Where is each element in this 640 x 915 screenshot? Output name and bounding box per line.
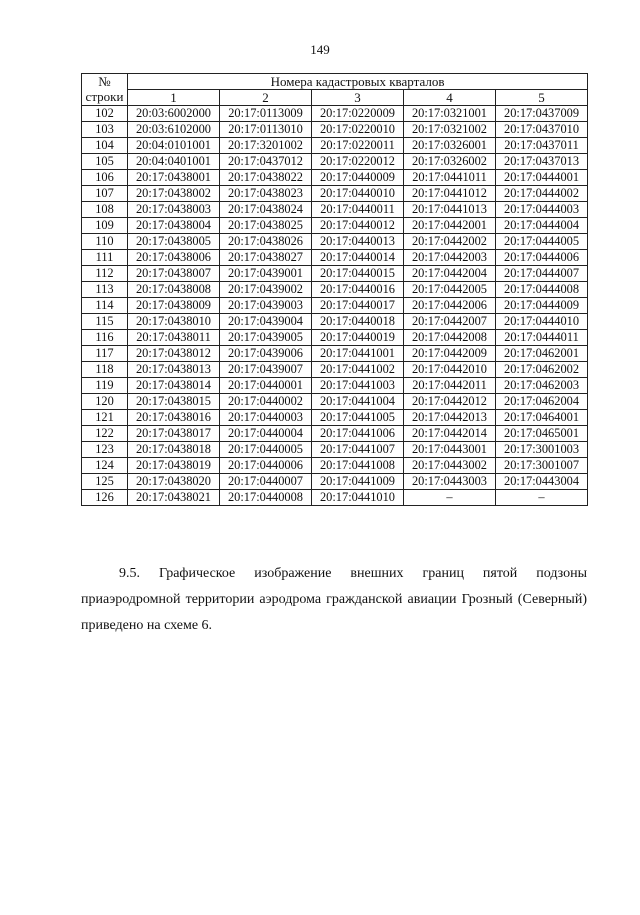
cadastral-number-cell: 20:17:0444009 [496,298,588,314]
cadastral-number-cell: 20:17:0438003 [128,202,220,218]
cadastral-number-cell: 20:17:0440001 [220,378,312,394]
cadastral-number-cell: 20:17:0442008 [404,330,496,346]
cadastral-number-cell: 20:17:0437010 [496,122,588,138]
cadastral-number-cell: 20:17:0441013 [404,202,496,218]
cadastral-number-cell: 20:17:0438007 [128,266,220,282]
cadastral-number-cell: 20:17:0440018 [312,314,404,330]
cadastral-number-cell: 20:17:0441008 [312,458,404,474]
cadastral-number-cell: 20:17:0462003 [496,378,588,394]
cadastral-number-cell: 20:17:0438013 [128,362,220,378]
cadastral-number-cell: 20:17:0444011 [496,330,588,346]
table-row [82,394,588,410]
table-row [82,170,588,186]
column-number-row [82,90,588,106]
cadastral-number-cell: 20:17:0440006 [220,458,312,474]
cadastral-number-cell: 20:17:0442013 [404,410,496,426]
cadastral-number-cell: 20:17:0438011 [128,330,220,346]
cadastral-number-cell: 20:17:0442005 [404,282,496,298]
table-row [82,298,588,314]
cadastral-number-cell: 20:17:0113009 [220,106,312,122]
cadastral-number-cell: 20:17:0437012 [220,154,312,170]
row-number-cell: 108 [82,202,128,218]
row-number-cell: 107 [82,186,128,202]
cadastral-number-cell: 20:17:0443001 [404,442,496,458]
row-number-cell: 121 [82,410,128,426]
cadastral-number-cell: 20:17:0440014 [312,250,404,266]
cadastral-number-cell: 20:17:0220010 [312,122,404,138]
cadastral-number-cell: 20:17:0438005 [128,234,220,250]
row-number-cell: 126 [82,490,128,506]
table-row [82,458,588,474]
cadastral-number-cell: 20:17:3201002 [220,138,312,154]
cadastral-number-cell: 20:17:0438001 [128,170,220,186]
table-row [82,330,588,346]
table-row [82,474,588,490]
cadastral-number-cell: 20:17:0441005 [312,410,404,426]
cadastral-number-cell: 20:17:0438012 [128,346,220,362]
cadastral-number-cell: 20:17:0441012 [404,186,496,202]
cadastral-number-cell: 20:17:0439005 [220,330,312,346]
cadastral-number-cell: 20:17:0442001 [404,218,496,234]
paragraph-rest: приаэродромной территории аэродрома гражданской авиации Грозный (Северный) приведено на схеме 6. [81,592,587,633]
cadastral-number-cell: 20:17:0462004 [496,394,588,410]
cadastral-number-cell: 20:17:0438027 [220,250,312,266]
cadastral-number-cell: 20:17:0442012 [404,394,496,410]
cadastral-number-cell: 20:17:0438004 [128,218,220,234]
cadastral-number-cell: 20:17:0113010 [220,122,312,138]
column-header: 5 [496,90,588,106]
cadastral-number-cell: 20:17:0442003 [404,250,496,266]
cadastral-number-cell: 20:17:0442011 [404,378,496,394]
cadastral-number-cell: 20:17:0444005 [496,234,588,250]
row-number-cell: 113 [82,282,128,298]
cadastral-number-cell: 20:17:0438018 [128,442,220,458]
row-number-cell: 104 [82,138,128,154]
cadastral-number-cell: 20:17:0440003 [220,410,312,426]
cadastral-number-cell: 20:17:0444004 [496,218,588,234]
cadastral-number-cell: 20:17:0440012 [312,218,404,234]
cadastral-number-cell: 20:17:0438022 [220,170,312,186]
cadastral-number-cell: 20:17:0220011 [312,138,404,154]
cadastral-number-cell: 20:17:0438024 [220,202,312,218]
cadastral-number-cell: 20:17:0465001 [496,426,588,442]
cadastral-number-cell: 20:17:0438020 [128,474,220,490]
cadastral-number-cell: 20:17:0438002 [128,186,220,202]
cadastral-number-cell: 20:17:0441010 [312,490,404,506]
cadastral-number-cell: 20:17:0437011 [496,138,588,154]
row-number-cell: 112 [82,266,128,282]
column-header: 3 [312,90,404,106]
row-number-cell: 105 [82,154,128,170]
cadastral-number-cell: – [404,490,496,506]
cadastral-number-cell: 20:17:0441004 [312,394,404,410]
cadastral-number-cell: 20:17:0443003 [404,474,496,490]
cadastral-number-cell: 20:03:6002000 [128,106,220,122]
row-number-cell: 103 [82,122,128,138]
cadastral-number-cell: 20:17:0440016 [312,282,404,298]
cadastral-number-cell: 20:17:0439004 [220,314,312,330]
row-number-cell: 117 [82,346,128,362]
cadastral-number-cell: 20:17:0440007 [220,474,312,490]
cadastral-number-cell: 20:17:0444007 [496,266,588,282]
row-number-cell: 119 [82,378,128,394]
cadastral-number-cell: 20:17:0326002 [404,154,496,170]
row-number-cell: 122 [82,426,128,442]
cadastral-number-cell: 20:17:0444008 [496,282,588,298]
row-number-cell: 106 [82,170,128,186]
cadastral-number-cell: 20:17:0464001 [496,410,588,426]
table-row [82,138,588,154]
column-header: 1 [128,90,220,106]
cadastral-number-cell: 20:17:0442014 [404,426,496,442]
cadastral-number-cell: 20:17:0321001 [404,106,496,122]
cadastral-number-cell: 20:17:3001007 [496,458,588,474]
cadastral-number-cell: 20:17:0438023 [220,186,312,202]
column-header: 2 [220,90,312,106]
cadastral-quarters-table [81,73,588,506]
cadastral-number-cell: 20:17:0440017 [312,298,404,314]
cadastral-number-cell: 20:17:0441001 [312,346,404,362]
table-row [82,426,588,442]
cadastral-number-cell: 20:17:0438008 [128,282,220,298]
cadastral-number-cell: 20:17:0439002 [220,282,312,298]
cadastral-number-cell: 20:17:0444002 [496,186,588,202]
cadastral-number-cell: 20:17:0440010 [312,186,404,202]
cadastral-number-cell: 20:17:0442007 [404,314,496,330]
cadastral-number-cell: 20:17:0438009 [128,298,220,314]
cadastral-number-cell: 20:17:0441002 [312,362,404,378]
row-number-cell: 111 [82,250,128,266]
cadastral-number-cell: 20:17:0442004 [404,266,496,282]
cadastral-number-cell: 20:17:0440008 [220,490,312,506]
cadastral-number-cell: 20:17:0440004 [220,426,312,442]
cadastral-number-cell: 20:17:0442006 [404,298,496,314]
table-row [82,266,588,282]
table-row [82,282,588,298]
row-number-cell: 116 [82,330,128,346]
table-row [82,202,588,218]
row-number-cell: 120 [82,394,128,410]
page-number: 149 [310,42,330,57]
group-header: Номера кадастровых кварталов [128,74,588,90]
table-row [82,362,588,378]
cadastral-number-cell: 20:17:0438015 [128,394,220,410]
row-number-label: строки [85,89,124,104]
row-number-cell: 115 [82,314,128,330]
row-number-cell: 109 [82,218,128,234]
cadastral-number-cell: 20:17:0443004 [496,474,588,490]
table-row [82,410,588,426]
cadastral-number-cell: 20:17:0438025 [220,218,312,234]
cadastral-number-cell: 20:17:0438017 [128,426,220,442]
paragraph-first-line: 9.5. Графическое изображение внешних границ пятой подзоны [119,566,587,581]
cadastral-number-cell: 20:17:0441007 [312,442,404,458]
cadastral-number-cell: 20:04:0101001 [128,138,220,154]
row-number-cell: 102 [82,106,128,122]
cadastral-number-cell: 20:17:0440009 [312,170,404,186]
cadastral-number-cell: 20:17:0438026 [220,234,312,250]
cadastral-number-cell: 20:17:0439003 [220,298,312,314]
cadastral-number-cell: 20:17:0438021 [128,490,220,506]
row-number-cell: 123 [82,442,128,458]
cadastral-number-cell: 20:17:0444003 [496,202,588,218]
cadastral-number-cell: 20:17:0438019 [128,458,220,474]
cadastral-number-cell: 20:17:0321002 [404,122,496,138]
cadastral-number-cell: 20:17:0443002 [404,458,496,474]
table-row [82,186,588,202]
cadastral-number-cell: 20:17:0462001 [496,346,588,362]
cadastral-number-cell: 20:17:0440013 [312,234,404,250]
cadastral-number-cell: 20:17:0442002 [404,234,496,250]
cadastral-number-cell: 20:03:6102000 [128,122,220,138]
cadastral-number-cell: 20:17:0220012 [312,154,404,170]
table-row [82,346,588,362]
row-number-cell: 125 [82,474,128,490]
cadastral-number-cell: 20:17:0444010 [496,314,588,330]
row-number-cell: 114 [82,298,128,314]
cadastral-number-cell: 20:17:0439006 [220,346,312,362]
table-header-row [82,74,588,90]
table-row [82,122,588,138]
table-row [82,250,588,266]
cadastral-number-cell: 20:17:0440015 [312,266,404,282]
cadastral-number-cell: 20:17:0438010 [128,314,220,330]
cadastral-number-cell: 20:17:0439007 [220,362,312,378]
cadastral-number-cell: 20:17:0442010 [404,362,496,378]
cadastral-number-cell: 20:17:0440019 [312,330,404,346]
cadastral-number-cell: 20:17:3001003 [496,442,588,458]
table-row [82,314,588,330]
table-row [82,442,588,458]
table-row [82,154,588,170]
cadastral-number-cell: 20:17:0441003 [312,378,404,394]
table-row [82,378,588,394]
row-number-symbol: № [98,74,111,89]
cadastral-number-cell: 20:17:0444006 [496,250,588,266]
cadastral-number-cell: 20:17:0438014 [128,378,220,394]
cadastral-number-cell: 20:17:0438006 [128,250,220,266]
row-number-cell: 110 [82,234,128,250]
cadastral-number-cell: 20:17:0441011 [404,170,496,186]
row-number-cell: 124 [82,458,128,474]
column-header: 4 [404,90,496,106]
cadastral-number-cell: 20:17:0439001 [220,266,312,282]
table-row [82,490,588,506]
cadastral-number-cell: 20:17:0437009 [496,106,588,122]
table-row [82,218,588,234]
cadastral-number-cell: 20:17:0220009 [312,106,404,122]
table-body [82,106,588,506]
cadastral-number-cell: 20:17:0441009 [312,474,404,490]
row-number-cell: 118 [82,362,128,378]
cadastral-number-cell: 20:04:0401001 [128,154,220,170]
cadastral-number-cell: – [496,490,588,506]
cadastral-number-cell: 20:17:0444001 [496,170,588,186]
cadastral-number-cell: 20:17:0437013 [496,154,588,170]
table-row [82,106,588,122]
row-number-header [82,74,128,106]
cadastral-number-cell: 20:17:0440005 [220,442,312,458]
cadastral-number-cell: 20:17:0326001 [404,138,496,154]
cadastral-number-cell: 20:17:0440011 [312,202,404,218]
cadastral-number-cell: 20:17:0441006 [312,426,404,442]
cadastral-number-cell: 20:17:0462002 [496,362,588,378]
cadastral-number-cell: 20:17:0442009 [404,346,496,362]
cadastral-number-cell: 20:17:0440002 [220,394,312,410]
table-row [82,234,588,250]
paragraph-9-5 [81,561,587,639]
cadastral-number-cell: 20:17:0438016 [128,410,220,426]
